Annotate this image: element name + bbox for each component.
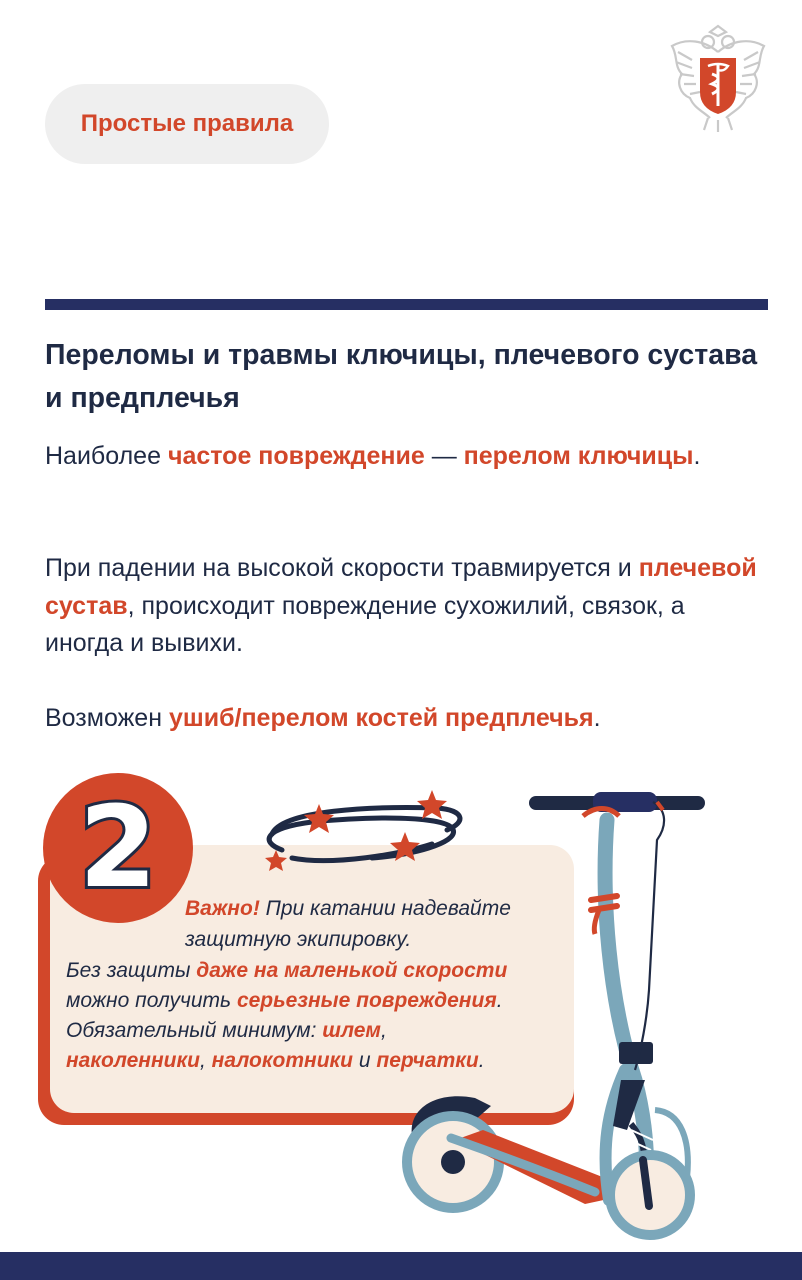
footer-bar: [0, 1252, 802, 1280]
text: .: [593, 704, 601, 732]
highlight: перелом ключицы: [463, 442, 694, 470]
highlight: налокотники: [211, 1049, 354, 1072]
section-divider: [45, 299, 768, 310]
category-pill: [45, 84, 329, 164]
paragraph-clavicle: [45, 438, 765, 476]
text: Возможен: [45, 704, 169, 732]
text: —: [424, 442, 464, 470]
text: ,: [380, 1019, 387, 1042]
text: .: [478, 1049, 485, 1072]
highlight: перчатки: [376, 1049, 479, 1072]
text: Обязательный минимум:: [66, 1019, 323, 1042]
category-pill-label: Простые правила: [80, 110, 294, 137]
text: .: [693, 442, 701, 470]
highlight: плечевой сустав: [45, 554, 757, 620]
highlight: серьезные повреждения: [236, 989, 497, 1012]
tip-number: 2: [79, 783, 157, 913]
text: ,: [199, 1049, 212, 1072]
highlight: даже на маленькой скорости: [196, 959, 508, 982]
paragraph-forearm: [45, 700, 765, 738]
text: Наиболее: [45, 442, 168, 470]
highlight: частое повреждение: [167, 442, 425, 470]
ministry-emblem-icon: [664, 22, 772, 134]
tip-line-5: [66, 1016, 387, 1047]
text: При падении на высокой скорости травмируется и: [45, 554, 639, 582]
text: можно получить: [66, 989, 237, 1012]
highlight: Важно!: [185, 897, 260, 920]
text: Без защиты: [66, 959, 197, 982]
text: .: [496, 989, 503, 1012]
highlight: ушиб/перелом костей предплечья: [168, 704, 594, 732]
text: При катании надевайте: [259, 897, 511, 920]
paragraph-shoulder: [45, 550, 765, 663]
article-title: Переломы и травмы ключицы, плечевого сустава и предплечья: [45, 339, 758, 414]
tip-line-2: защитную экипировку.: [185, 928, 412, 951]
highlight: наколенники: [66, 1049, 200, 1072]
text: и: [353, 1049, 377, 1072]
highlight: шлем: [322, 1019, 381, 1042]
kick-scooter-icon: [395, 780, 725, 1260]
text: , происходит повреждение сухожилий, связок, а иногда и вывихи.: [45, 591, 685, 657]
